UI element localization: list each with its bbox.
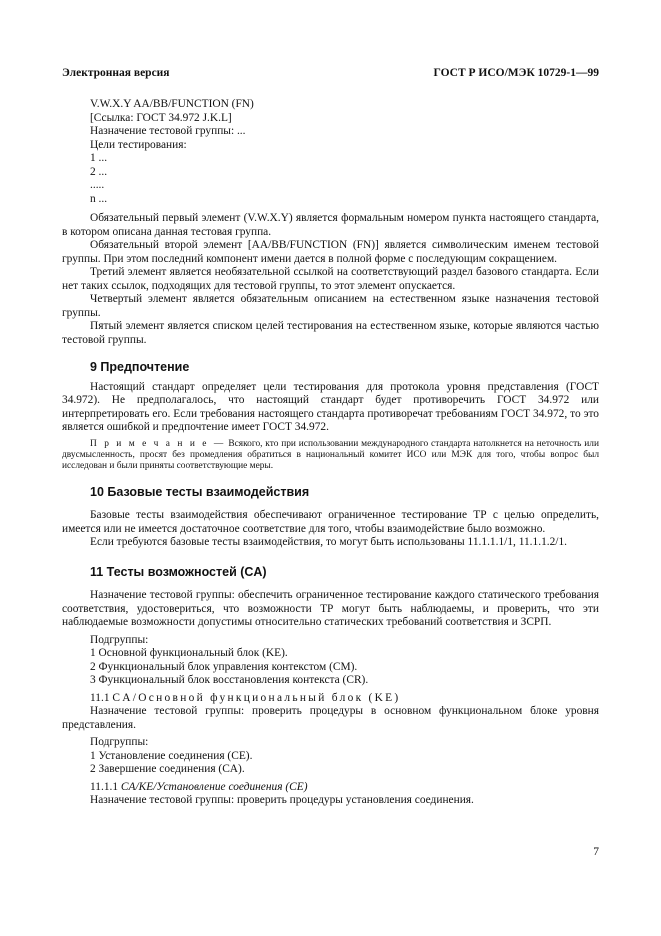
template-line: [Ссылка: ГОСТ 34.972 J.K.L] — [90, 111, 232, 124]
subgroup-item: 1 Установление соединения (CE). — [90, 749, 253, 762]
page-content — [62, 98, 599, 808]
header-edition: Электронная версия — [62, 67, 170, 79]
note-label: П р и м е ч а н и е — — [90, 438, 226, 449]
template-line: ..... — [90, 179, 105, 191]
paragraph: Настоящий стандарт определяет цели тестирования для протокола уровня представления (ГОСТ 34.972). Не предполагалось, что настоящий стандарт будет противоречить ГОСТ 34.972 или интерпретировать его. Если требования настоящего стандарта противоречат требованиям ГОСТ 34.972, то это является ошибкой и предпочтение имеет ГОСТ 34.972. — [62, 380, 599, 433]
subsection-11-1-heading — [62, 692, 599, 706]
template-line: 2 ... — [90, 165, 108, 178]
paragraph: Четвертый элемент является обязательным описанием на естественном языке назначения тестовой группы. — [62, 293, 599, 319]
paragraph: Базовые тесты взаимодействия обеспечивают ограниченное тестирование ТР с целью определить, имеется или не имеется достаточное соответствие для того, чтобы взаимодействие было возможно. — [62, 509, 599, 535]
subgroup-label: Подгруппы: — [90, 736, 149, 748]
paragraph: Пятый элемент является списком целей тестирования на естественном языке, которые являются частью тестовой группы. — [62, 320, 599, 346]
template-line: V.W.X.Y AA/BB/FUNCTION (FN) — [90, 98, 254, 110]
template-block — [62, 98, 599, 206]
note — [62, 439, 599, 472]
subgroup-item: 2 Функциональный блок управления контекстом (CM). — [90, 660, 358, 673]
paragraph: Назначение тестовой группы: проверить процедуры установления соединения. — [90, 794, 474, 806]
paragraph: Обязательный второй элемент [AA/BB/FUNCTION (FN)] является символическим именем тестовой группы. При этом последний компонент имени дается в полной форме с последующим сокращением. — [62, 239, 599, 265]
template-line: Назначение тестовой группы: ... — [90, 125, 246, 137]
section-9-heading: 9 Предпочтение — [90, 360, 190, 374]
paragraph: Назначение тестовой группы: обеспечить ограниченное тестирование каждого статического требования соответствия, удостовериться, что возможности ТР могут быть наблюдаемы, и проверить, что эти наблюдаемые возможности допустимы относительно статических требований соответствия и ЗСРП. — [62, 589, 599, 628]
template-line: n ... — [90, 192, 108, 205]
subgroup-item: 2 Завершение соединения (CA). — [90, 763, 245, 775]
paragraph: Третий элемент является необязательной ссылкой на соответствующий раздел базового стандарта. Если нет таких ссылок, подходящих для тестовой группы, то этот элемент опускается. — [62, 266, 599, 292]
paragraph: Назначение тестовой группы: проверить процедуры в основном функциональном блоке уровня представления. — [62, 705, 599, 731]
subgroup-item: 3 Функциональный блок восстановления контекста (CR). — [90, 674, 369, 686]
subsection-number: 11.1 — [90, 691, 110, 704]
page-number: 7 — [593, 846, 599, 858]
section-10-heading: 10 Базовые тесты взаимодействия — [90, 484, 310, 499]
subgroup-item: 1 Основной функциональный блок (KE). — [90, 647, 288, 659]
template-line: Цели тестирования: — [90, 138, 187, 151]
paragraph: Обязательный первый элемент (V.W.X.Y) является формальным номером пункта настоящего стандарта, в котором описана данная тестовая группа. — [62, 212, 599, 238]
note-text: Всякого, кто при использовании международного стандарта натолкнется на неточность или двусмысленность, просят без промедления обратиться в национальный комитет ИСО или МЭК для того, чтобы вопрос был исследован и были приняты соответствующие меры. — [62, 438, 599, 471]
subsection-number: 11.1.1 — [90, 780, 119, 793]
subgroup-label: Подгруппы: — [90, 633, 149, 646]
section-11-heading: 11 Тесты возможностей (CA) — [90, 564, 267, 579]
paragraph: Если требуются базовые тесты взаимодействия, то могут быть использованы 11.1.1.1/1, 11.1.1.2/1. — [90, 536, 568, 548]
subsection-title: CA/KE/Установление соединения (CE) — [120, 780, 308, 793]
template-line: 1 ... — [90, 152, 108, 164]
header-standard-id: ГОСТ Р ИСО/МЭК 10729-1—99 — [433, 67, 599, 79]
subsection-title: CA/Основной функциональный блок (KE) — [112, 691, 401, 704]
subsection-11-1-1-heading — [62, 781, 599, 795]
